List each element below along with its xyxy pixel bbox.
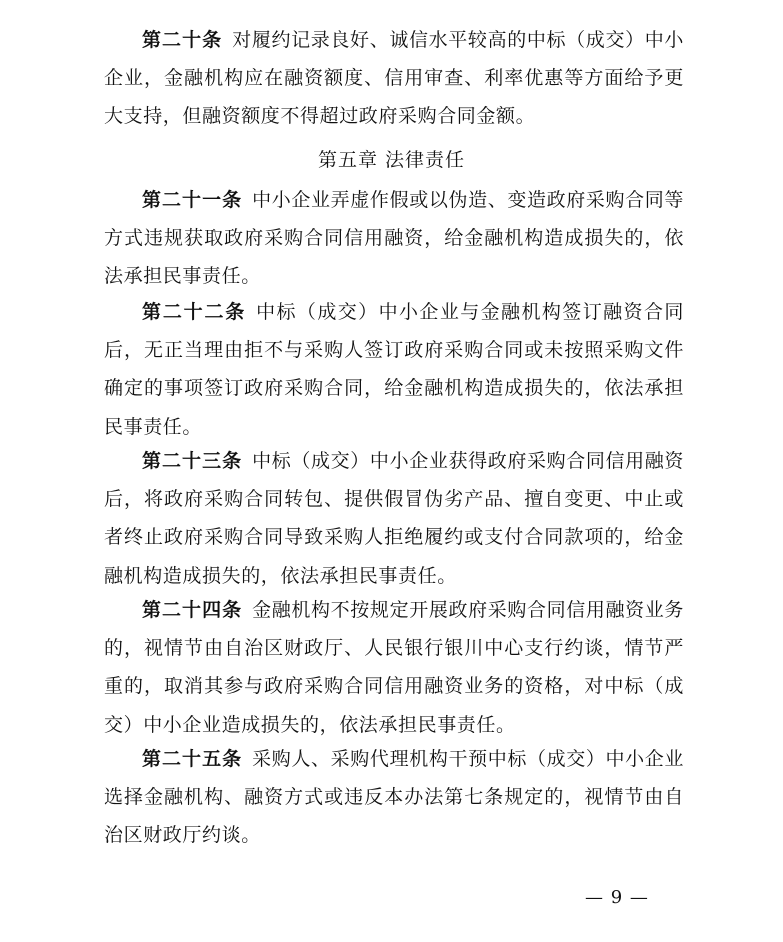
article-23-label: 第二十三条 xyxy=(142,450,243,472)
article-25-label: 第二十五条 xyxy=(142,748,243,770)
article-20-label: 第二十条 xyxy=(142,29,223,51)
article-22 xyxy=(104,293,684,446)
article-23-text: 中标（成交）中小企业获得政府采购合同信用融资后，将政府采购合同转包、提供假冒伪劣产品、擅自变更、中止或者终止政府采购合同导致采购人拒绝履约或支付合同款项的，给金融机构造成损失的，依法承担民事责任。 xyxy=(104,450,684,587)
article-20-text: 对履约记录良好、诚信水平较高的中标（成交）中小企业，金融机构应在融资额度、信用审查、利率优惠等方面给予更大支持，但融资额度不得超过政府采购合同金额。 xyxy=(104,29,684,128)
article-25-text: 采购人、采购代理机构干预中标（成交）中小企业选择金融机构、融资方式或违反本办法第七条规定的，视情节由自治区财政厅约谈。 xyxy=(104,748,684,847)
article-25 xyxy=(104,740,684,855)
chapter-title: 第五章 法律责任 xyxy=(317,149,466,171)
article-21-label: 第二十一条 xyxy=(142,189,243,211)
article-21-text: 中小企业弄虚作假或以伪造、变造政府采购合同等方式违规获取政府采购合同信用融资，给金融机构造成损失的，依法承担民事责任。 xyxy=(104,189,684,288)
article-21 xyxy=(104,181,684,296)
article-22-label: 第二十二条 xyxy=(142,301,247,323)
article-24 xyxy=(104,591,684,744)
article-24-label: 第二十四条 xyxy=(142,599,243,621)
article-23 xyxy=(104,442,684,595)
article-20 xyxy=(104,21,684,136)
article-24-text: 金融机构不按规定开展政府采购合同信用融资业务的，视情节由自治区财政厅、人民银行银川中心支行约谈，情节严重的，取消其参与政府采购合同信用融资业务的资格，对中标（成交）中小企业造成损失的，依法承担民事责任。 xyxy=(104,599,684,736)
page-number: — 9 — xyxy=(585,887,649,908)
article-22-text: 中标（成交）中小企业与金融机构签订融资合同后，无正当理由拒不与采购人签订政府采购合同或未按照采购文件确定的事项签订政府采购合同，给金融机构造成损失的，依法承担民事责任。 xyxy=(104,301,684,438)
